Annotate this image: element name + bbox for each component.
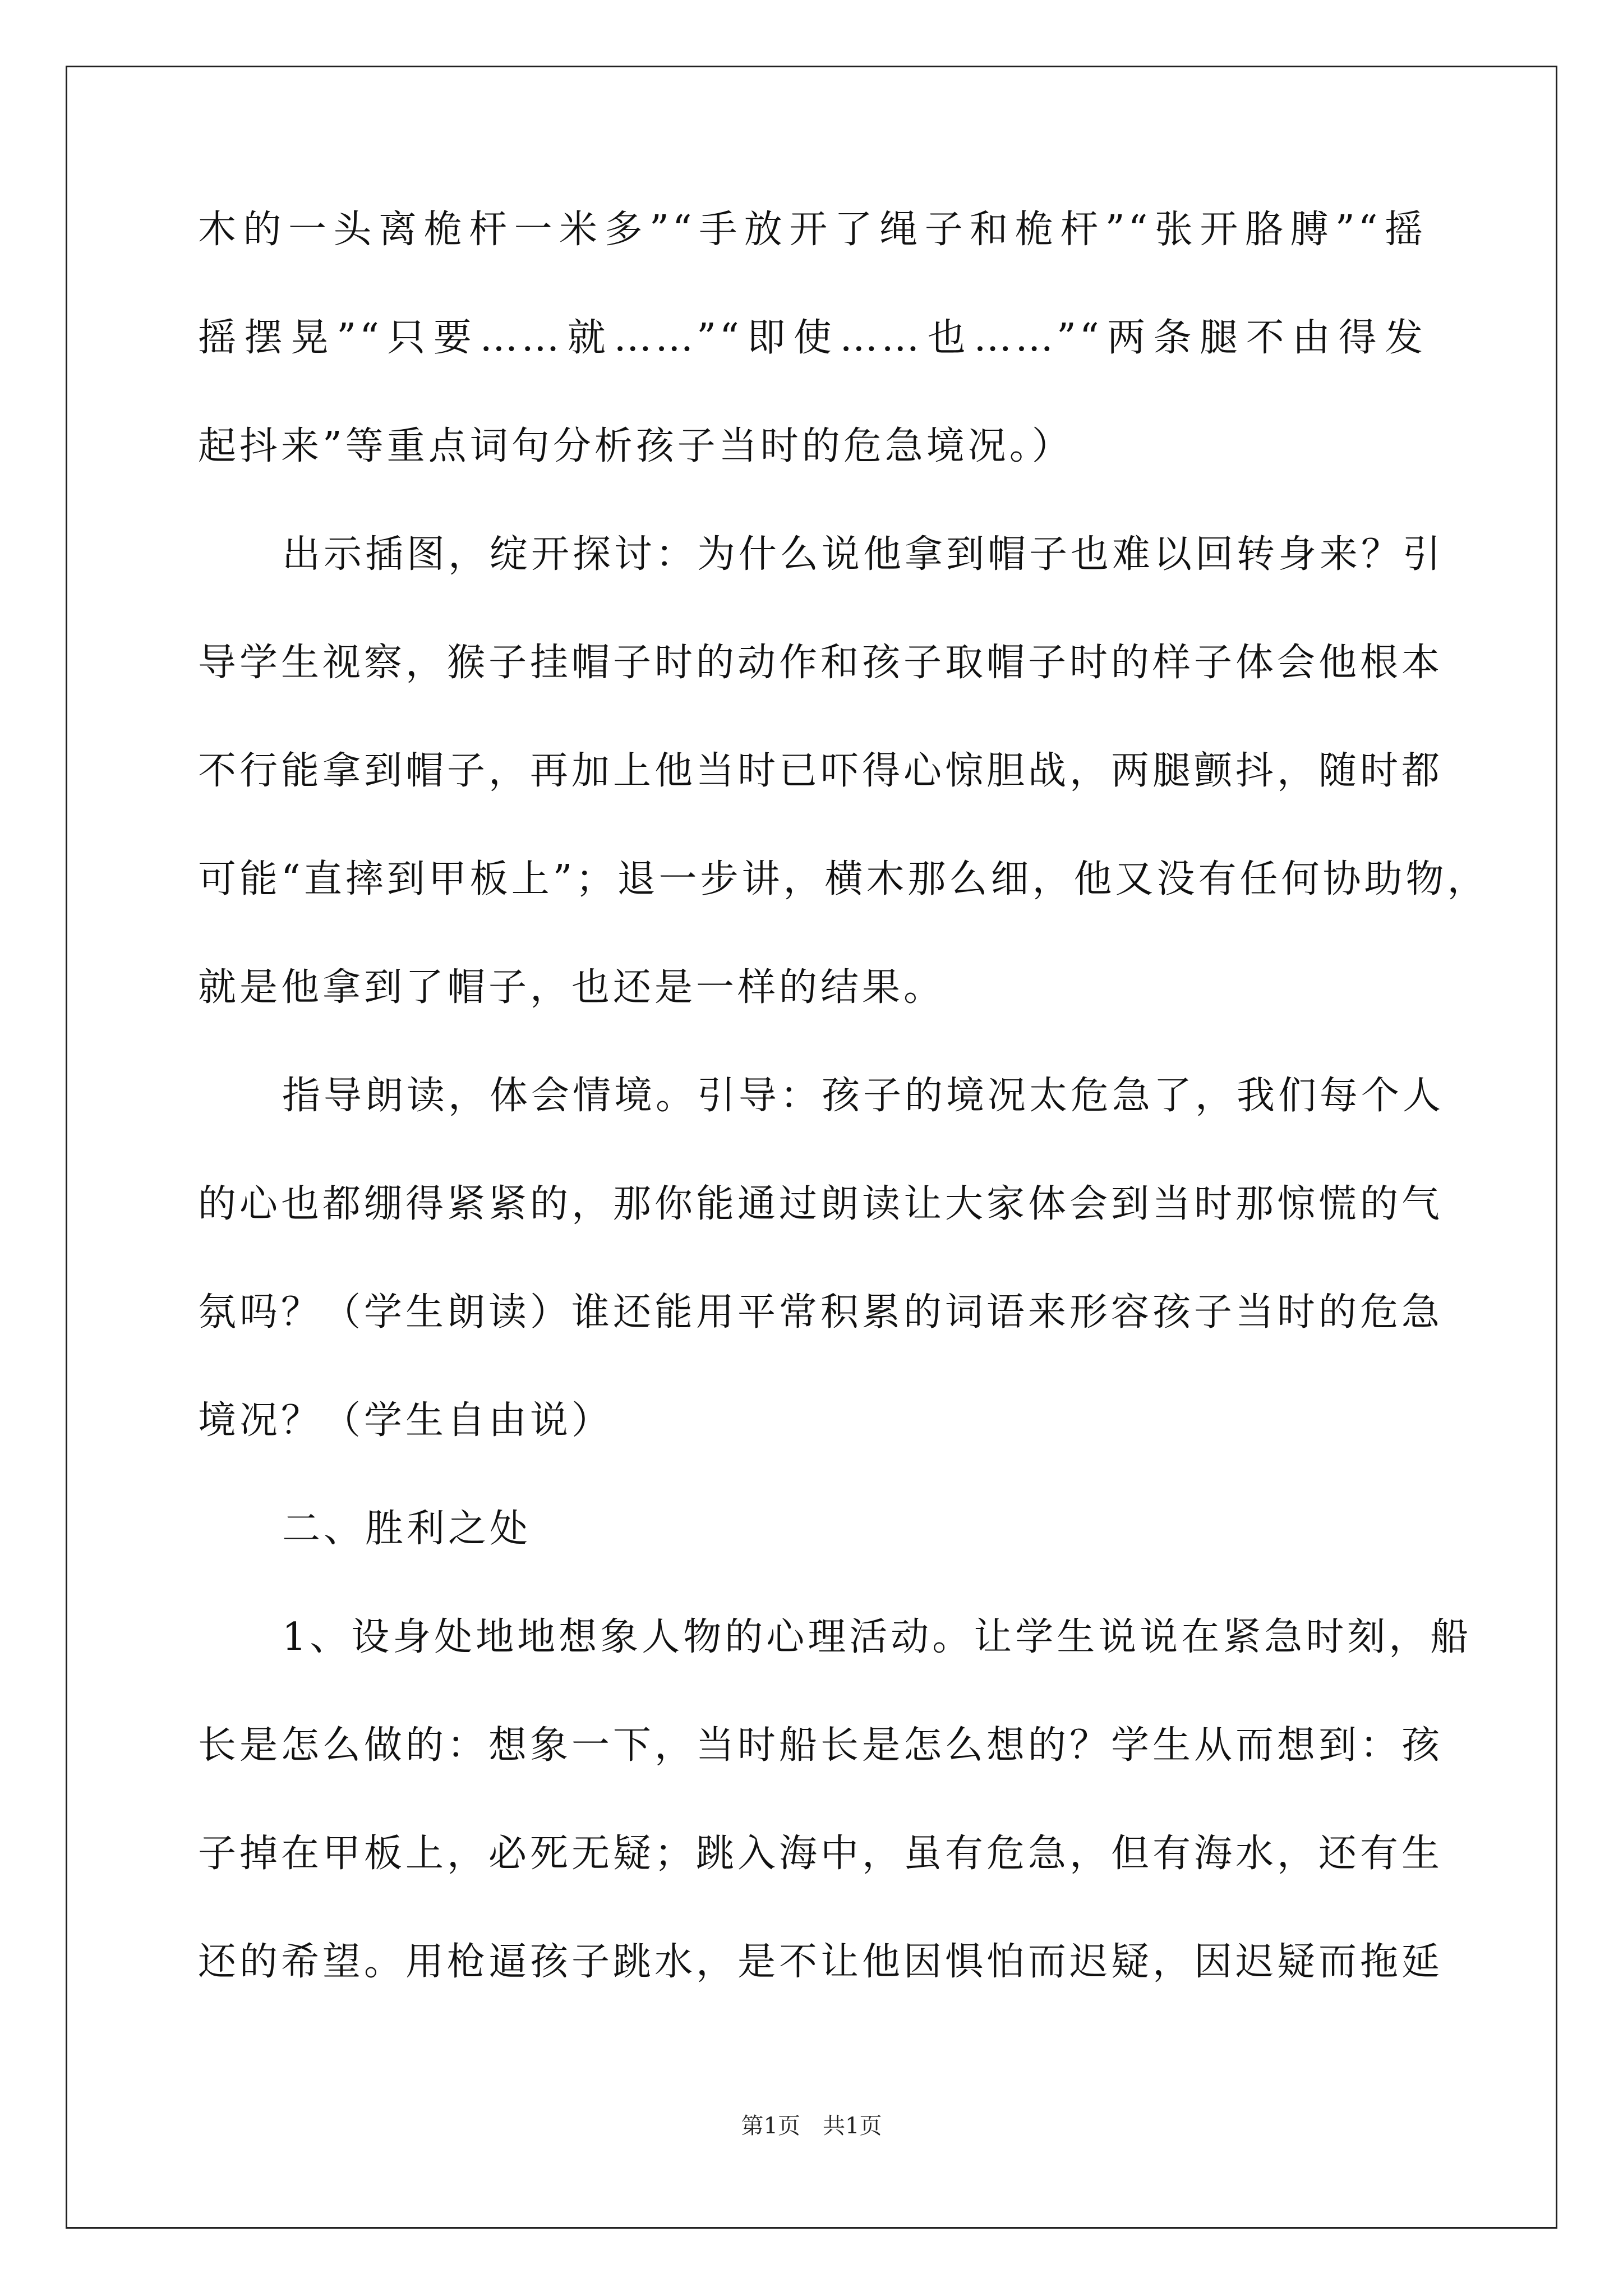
text-line: 不行能拿到帽子，再加上他当时已吓得心惊胆战，两腿颤抖，随时都: [198, 749, 1444, 793]
text-line: 境况？（学生自由说）: [198, 1398, 614, 1443]
text-line: 导学生视察，猴子挂帽子时的动作和孩子取帽子时的样子体会他根本: [198, 641, 1444, 685]
text-line: 长是怎么做的：想象一下，当时船长是怎么想的？学生从而想到：孩: [198, 1723, 1444, 1768]
text-line: 木的一头离桅杆一米多”“手放开了绳子和桅杆”“张开胳膊”“摇: [198, 208, 1426, 252]
page-footer: 第1页 共1页: [741, 2113, 882, 2139]
text-line: 的心也都绷得紧紧的，那你能通过朗读让大家体会到当时那惊慌的气: [198, 1182, 1444, 1226]
document-body: [198, 208, 1489, 2048]
text-line: 起抖来”等重点词句分析孩子当时的危急境况。）: [198, 424, 1073, 468]
text-line: 摇摆晃”“只要……就……”“即使……也……”“两条腿不由得发: [198, 316, 1426, 360]
text-line: 可能“直摔到甲板上”；退一步讲，横木那么细，他又没有任何协助物，: [198, 857, 1489, 901]
text-line: 指导朗读，体会情境。引导：孩子的境况太危急了，我们每个人: [282, 1074, 1445, 1118]
text-line: 还的希望。用枪逼孩子跳水，是不让他因惧怕而迟疑，因迟疑而拖延: [198, 1940, 1444, 1984]
text-line: 就是他拿到了帽子，也还是一样的结果。: [198, 965, 946, 1010]
text-line: 1、设身处地地想象人物的心理活动。让学生说说在紧急时刻，船: [282, 1615, 1472, 1659]
text-line: 子掉在甲板上，必死无疑；跳入海中，虽有危急，但有海水，还有生: [198, 1832, 1444, 1876]
text-line: 氛吗？（学生朗读）谁还能用平常积累的词语来形容孩子当时的危急: [198, 1290, 1444, 1335]
section-heading: 二、胜利之处: [282, 1507, 532, 1551]
text-line: 出示插图，绽开探讨：为什么说他拿到帽子也难以回转身来？引: [282, 532, 1445, 577]
